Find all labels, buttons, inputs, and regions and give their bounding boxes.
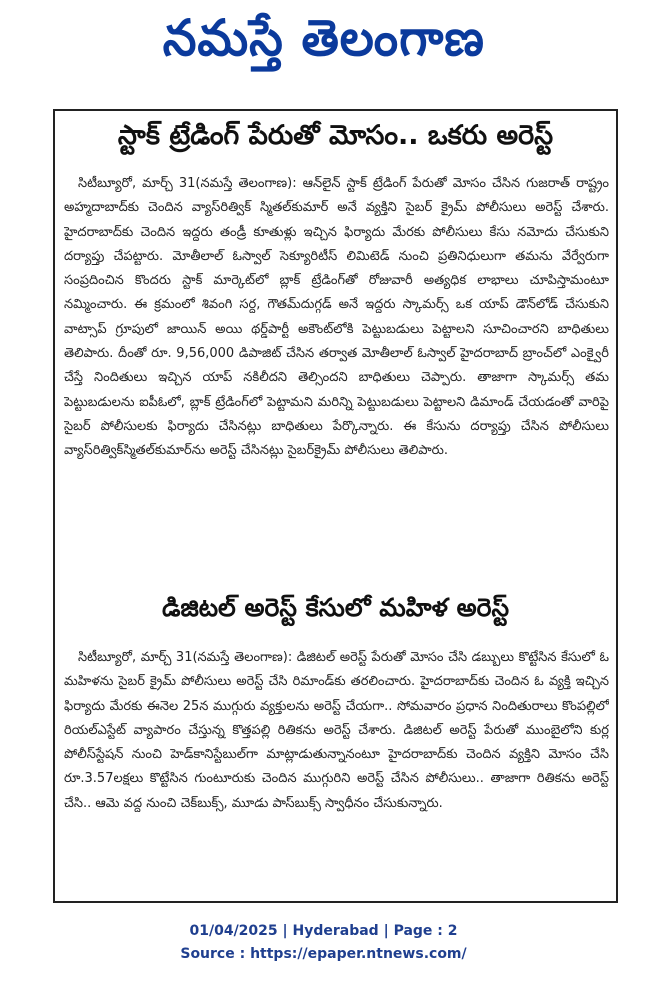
- article-2-body: సిటీబ్యూరో, మార్చ్ 31(నమస్తే తెలంగాణ): డిజిటల్ అరెస్ట్ పేరుతో మోసం చేసి డబ్బులు కొట్టేసిన కేసులో ఓ మహిళను సైబర్ క్రైమ్ పోలీసులు అరెస్ట్ చేసి రిమాండ్‌కు తరలించారు. హైదరాబాద్‌కు చెందిన ఓ వ్యక్తి ఇచ్చిన ఫిర్యాదు మేరకు ఈనెల 25న ముగ్గురు వ్యక్తులను అరెస్ట్ చేయగా.. సోమవారం ప్రధాన నిందితురాలు కొంపల్లిలో రియల్‌ఎస్టేట్ వ్యాపారం చేస్తున్న కొత్తపల్లి రితికను అరెస్ట్ చేశారు. డిజిటల్ అరెస్ట్ పేరుతో ముంబైలోని కుర్ల పోలీస్‌స్టేషన్ నుంచి హెడ్‌కానిస్టేబుల్‌గా మాట్లాడుతున్నానంటూ హైదరాబాద్‌కు చెందిన వ్యక్తిని మోసం చేసి రూ.3.57లక్షలు కొట్టేసిన గుంటూరుకు చెందిన ముగ్గురిని అరెస్ట్ చేసిన పోలీసులు.. తాజాగా రితికను అరెస్ట్ చేసి.. ఆమె వద్ద నుంచి చెక్‌బుక్స్, మూడు పాస్‌బుక్స్ స్వాధీనం చేసుకున్నారు.: [64, 650, 609, 811]
- footer-dateline: 01/04/2025 | Hyderabad | Page : 2: [189, 923, 458, 939]
- article-2-headline: డిజిటల్ అరెస్ట్ కేసులో మహిళ అరెస్ట్: [161, 593, 509, 622]
- article-1-body: సిటీబ్యూరో, మార్చ్ 31(నమస్తే తెలంగాణ): ఆన్‌లైన్ స్టాక్ ట్రేడింగ్ పేరుతో మోసం చేసిన గుజరాత్ రాష్ట్రం అహ్మదాబాద్‌కు చెందిన వ్యాస్‌రిత్విక్ స్మితల్‌కుమార్ అనే వ్యక్తిని సైబర్ క్రైమ్ పోలీసులు అరెస్ట్ చేశారు. హైదరాబాద్‌కు చెందిన ఇద్దరు తండ్రీ కూతుళ్లు ఇచ్చిన ఫిర్యాదు మేరకు పోలీసులు కేసు నమోదు చేసుకుని దర్యాప్తు చేపట్టారు. మోతీలాల్ ఓస్వాల్ సెక్యూరిటీస్ లిమిటెడ్ నుంచి ప్రతినిధులుగా తమను వేర్వేరుగా సంప్రదించిన కొందరు స్టాక్ మార్కెట్‌లో బ్లాక్ ట్రేడింగ్‌తో రోజువారీ అత్యధిక లాభాలు చూపిస్తామంటూ నమ్మించారు. ఈ క్రమంలో శివంగి సర్ద, గౌతమ్‌దుగ్గడ్ అనే ఇద్దరు స్కామర్స్ ఒక యాప్ డౌన్‌లోడ్ చేసుకుని వాట్సాప్ గ్రూపులో జాయిన్ అయి థర్డ్‌పార్టీ అకౌంట్‌లోకి పెట్టుబడులు పెట్టాలని సూచించారని బాధితులు తెలిపారు. దీంతో రూ. 9,56,000 డిపాజిట్ చేసిన తర్వాత మోతీలాల్ ఓస్వాల్ హైదరాబాద్ బ్రాంచ్‌లో ఎంక్వైరీ చేస్తే నిందితులు ఇచ్చిన యాప్ నకిలీదని తెల్సిందని బాధితులు చెప్పారు. తాజాగా స్కామర్స్ తమ పెట్టుబడులను ఐపీఓలో, బ్లాక్ ట్రేడింగ్‌లో పెట్టామని మరిన్ని పెట్టుబడులు పెట్టాలని డిమాండ్ చేయడంతో వారిపై సైబర్ పోలీసులకు ఫిర్యాదు చేసినట్లు బాధితులు పేర్కొన్నారు. ఈ కేసును దర్యాప్తు చేసిన పోలీసులు వ్యాస్‌రిత్విక్‌స్మితల్‌కుమార్‌ను అరెస్ట్ చేసినట్లు సైబర్‌క్రైమ్ పోలీసులు తెలిపారు.: [64, 176, 609, 459]
- article-1-headline: స్టాక్ ట్రేడింగ్ పేరుతో మోసం.. ఒకరు అరెస్ట్: [117, 120, 554, 151]
- footer-source-link[interactable]: Source : https://epaper.ntnews.com/: [180, 946, 467, 962]
- newspaper-logo: నమస్తే తెలంగాణ: [162, 9, 485, 67]
- masthead: [0, 0, 647, 78]
